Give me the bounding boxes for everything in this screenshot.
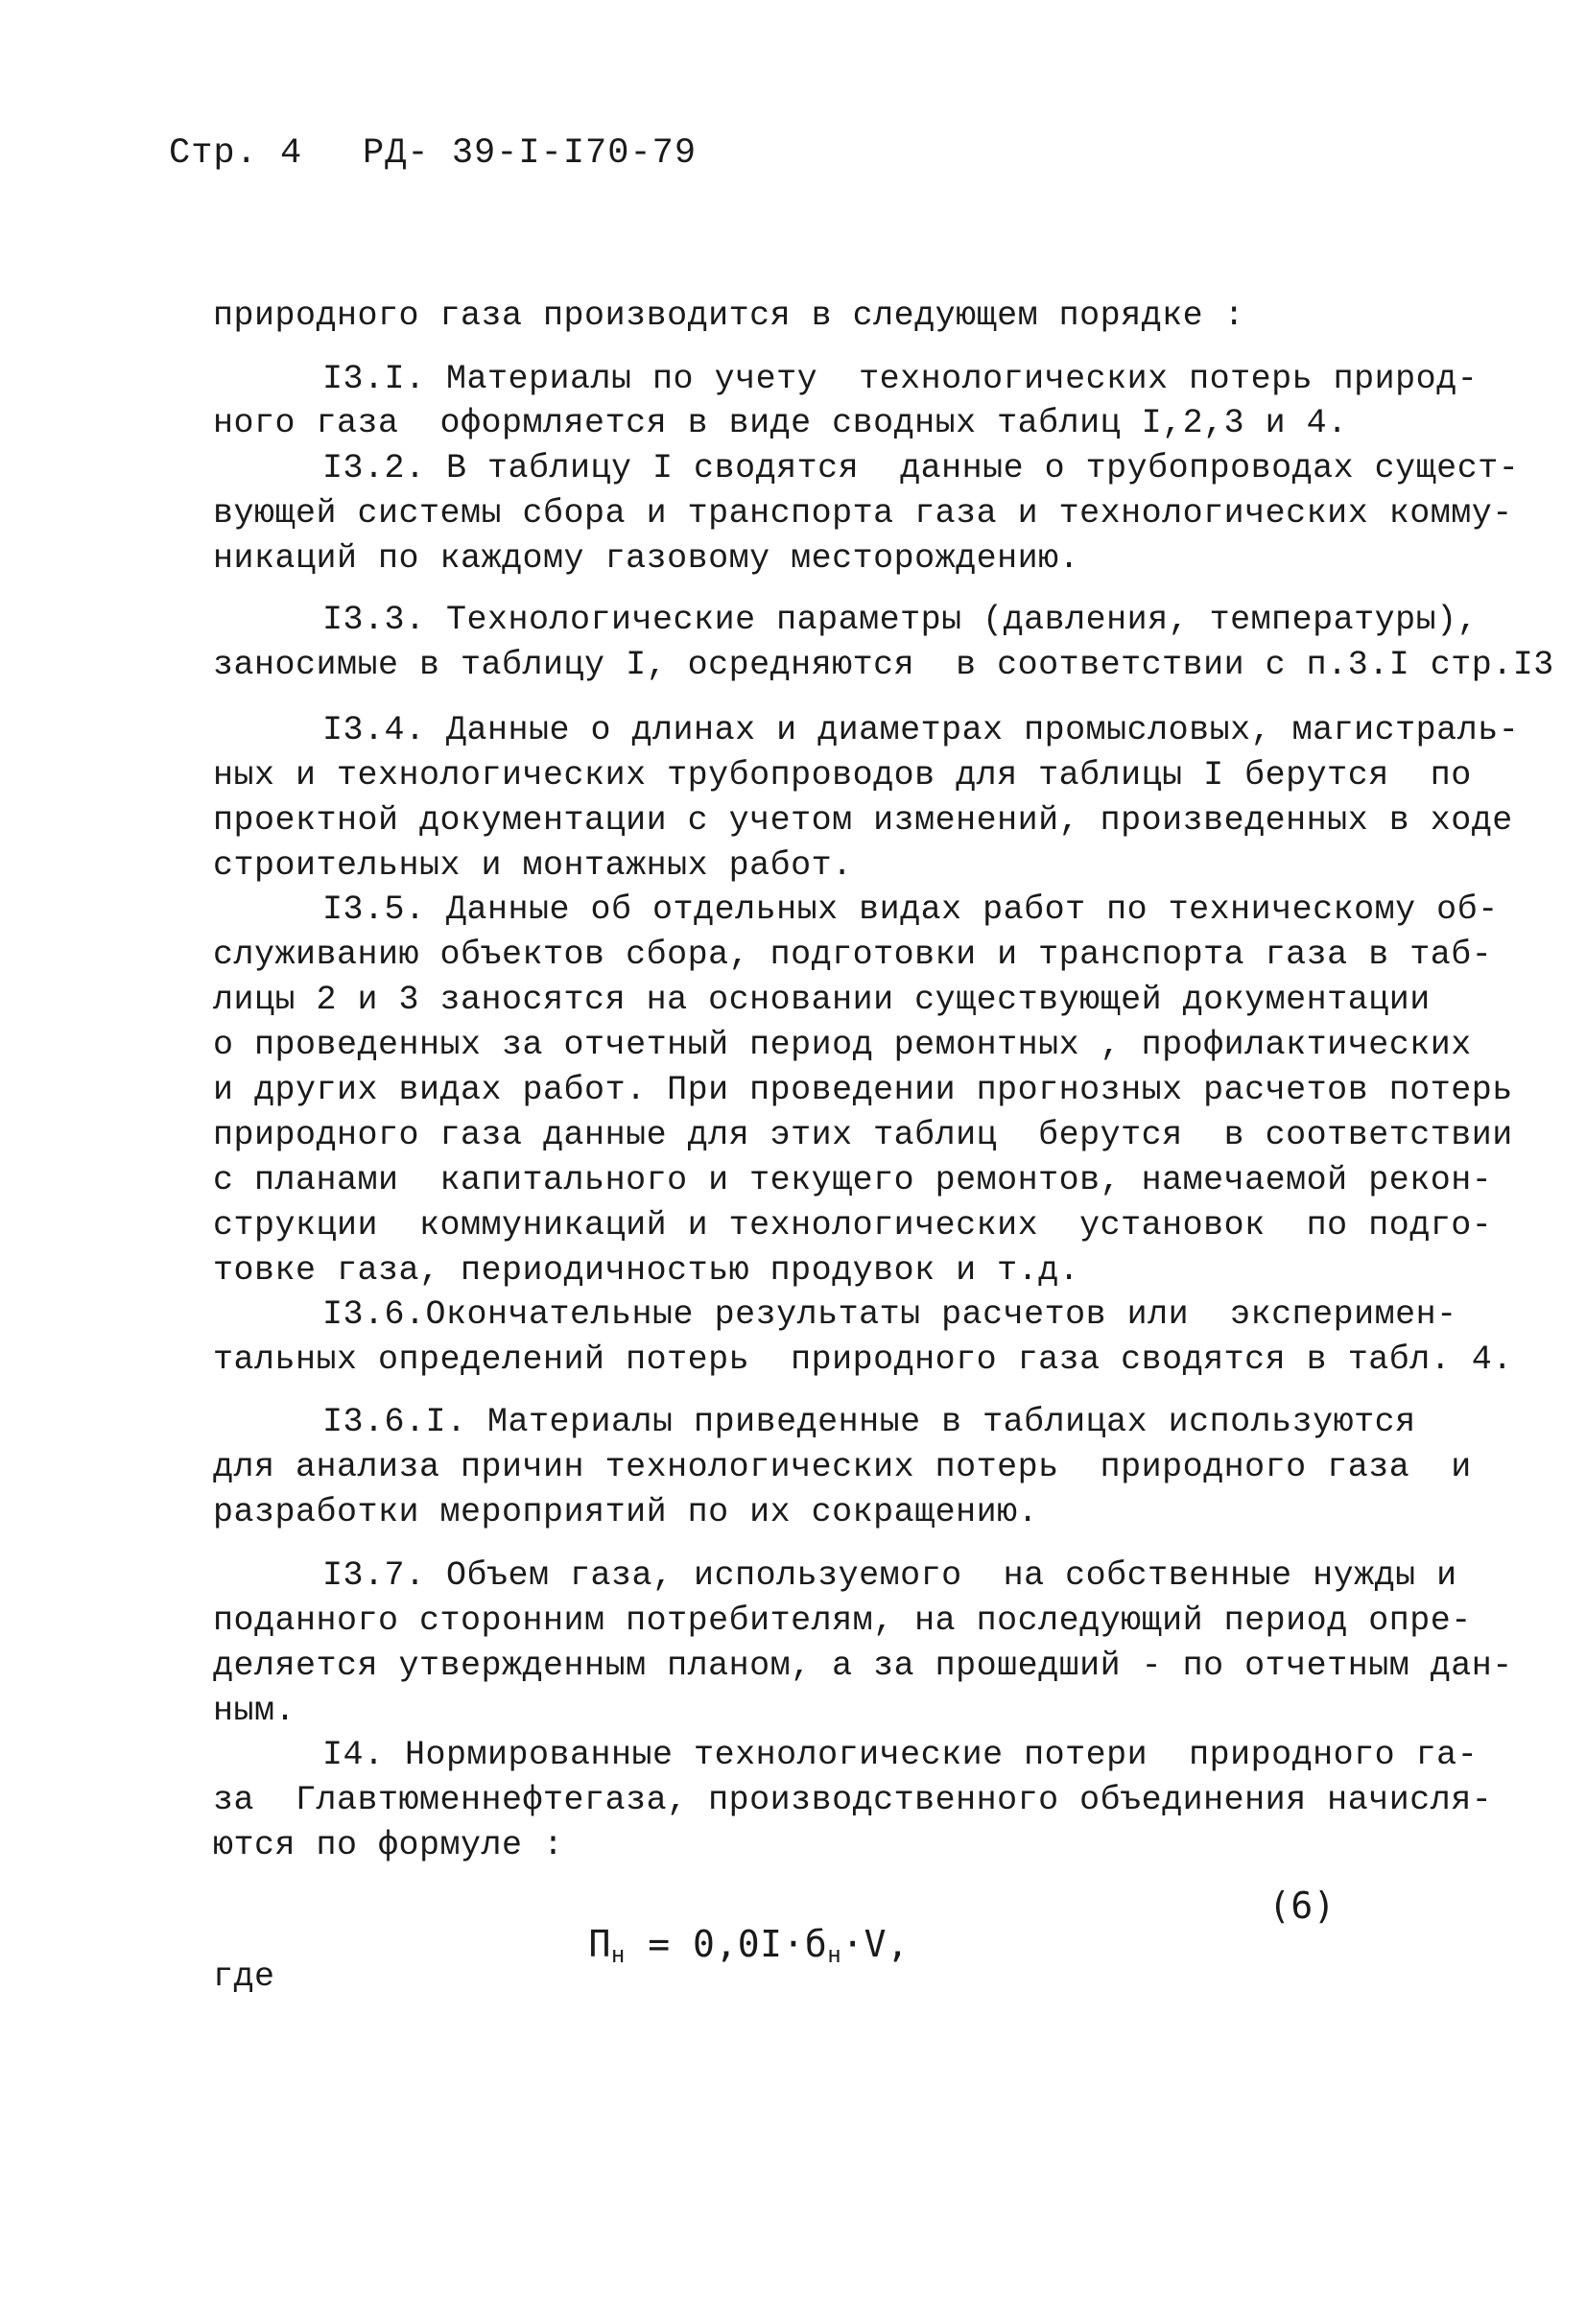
equation-number: (6) — [1268, 1885, 1337, 1927]
text-line: служиванию объектов сбора, подготовки и транспорта газа в таб- — [213, 936, 1493, 974]
text-line: никаций по каждому газовому месторождению. — [213, 539, 1080, 578]
text-line: вующей системы сбора и транспорта газа и технологических комму- — [213, 494, 1513, 533]
text-line: I3.4. Данные о длинах и диаметрах промысловых, магистраль- — [322, 711, 1520, 749]
text-line: с планами капитального и текущего ремонтов, намечаемой рекон- — [213, 1161, 1493, 1199]
formula-lhs: П — [588, 1923, 611, 1965]
text-line: лицы 2 и 3 заносятся на основании существующей документации — [213, 981, 1431, 1019]
text-line: деляется утвержденным планом, а за прошедший - по отчетным дан- — [213, 1647, 1513, 1685]
page-number: Стр. 4 — [169, 133, 303, 174]
text-line: и других видах работ. При проведении прогнозных расчетов потерь — [213, 1071, 1513, 1109]
text-line: I3.6.I. Материалы приведенные в таблицах используются — [322, 1403, 1416, 1441]
text-line: поданного сторонним потребителям, на последующий период опре- — [213, 1601, 1472, 1640]
text-line: где — [213, 1957, 275, 1996]
text-line: ным. — [213, 1692, 296, 1730]
text-line: I3.2. В таблицу I сводятся данные о трубопроводах сущест- — [322, 449, 1520, 487]
text-line: струкции коммуникаций и технологических установок по подго- — [213, 1206, 1493, 1245]
formula-equals: = — [625, 1923, 693, 1965]
formula-lhs-subscript: н — [610, 1941, 626, 1968]
text-line: разработки мероприятий по их сокращению. — [213, 1493, 1039, 1531]
formula-rhs: 0,0I·б — [693, 1923, 828, 1965]
text-line: ного газа оформляется в виде сводных таблиц I,2,3 и 4. — [213, 404, 1348, 442]
text-line: I3.5. Данные об отдельных видах работ по техническому об- — [322, 890, 1499, 929]
text-line: товке газа, периодичностью продувок и т.д. — [213, 1251, 1080, 1290]
text-line: тальных определений потерь природного газа сводятся в табл. 4. — [213, 1340, 1513, 1379]
formula-rhs-subscript: н — [827, 1941, 842, 1968]
text-line: заносимые в таблицу I, осредняются в соответствии с п.3.I стр.I3 — [213, 646, 1554, 684]
text-line: для анализа причин технологических потерь природного газа и — [213, 1448, 1472, 1486]
formula-rhs-tail: ·V, — [841, 1923, 910, 1965]
text-line: I3.6.Окончательные результаты расчетов или эксперимен- — [322, 1295, 1457, 1334]
document-code: РД- 39-I-I70-79 — [363, 133, 698, 174]
text-line: о проведенных за отчетный период ремонтных , профилактических — [213, 1026, 1472, 1064]
text-line: за Главтюменнефтегаза, производственного объединения начисля- — [213, 1781, 1493, 1819]
text-line: проектной документации с учетом изменений, произведенных в ходе — [213, 801, 1513, 840]
text-line: ных и технологических трубопроводов для таблицы I берутся по — [213, 756, 1472, 794]
text-line: ются по формуле : — [213, 1826, 564, 1864]
text-line: природного газа производится в следующем порядке : — [213, 296, 1245, 335]
formula — [499, 1886, 909, 2012]
text-line: I3.I. Материалы по учету технологических потерь природ- — [322, 360, 1479, 398]
text-line: I3.7. Объем газа, используемого на собственные нужды и — [322, 1556, 1457, 1595]
text-line: строительных и монтажных работ. — [213, 846, 853, 885]
text-line: I3.3. Технологические параметры (давления, температуры), — [322, 601, 1479, 639]
text-line: I4. Нормированные технологические потери природного га- — [322, 1736, 1479, 1774]
text-line: природного газа данные для этих таблиц берутся в соответствии — [213, 1116, 1513, 1154]
